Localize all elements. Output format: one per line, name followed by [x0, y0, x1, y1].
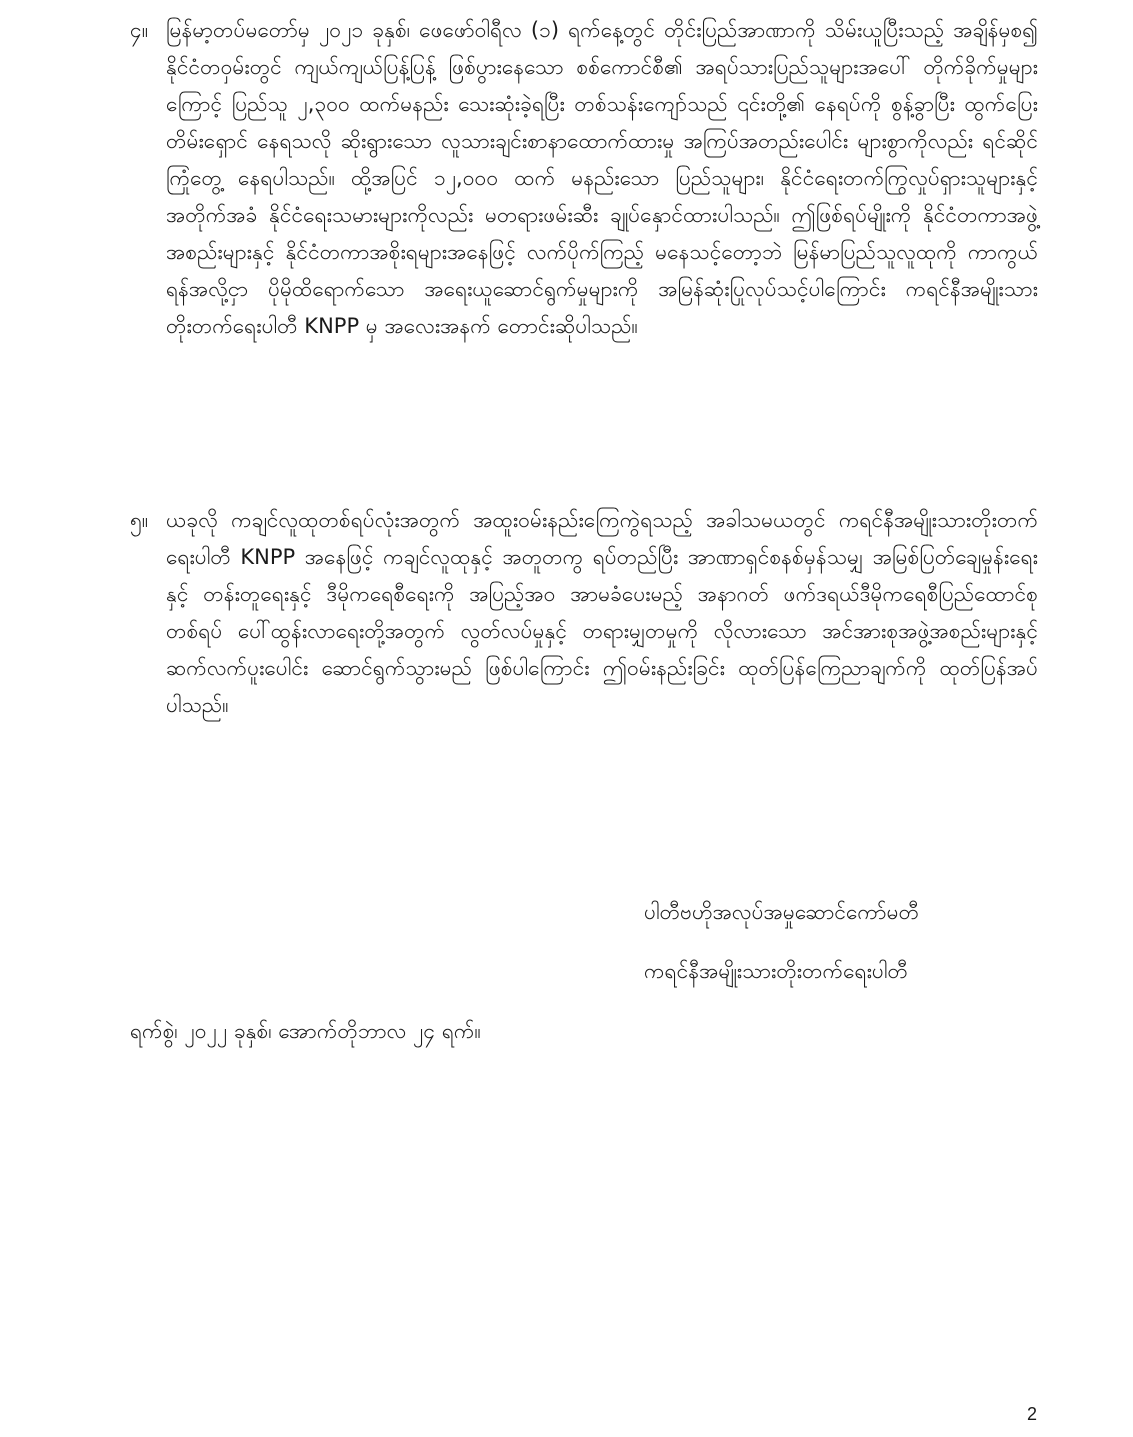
signature-committee: ပါတီဗဟိုအလုပ်အမှုဆောင်ကော်မတီ: [644, 900, 920, 924]
paragraph-text: ယခုလို ကချင်လူထုတစ်ရပ်လုံးအတွက် အထူးဝမ်းနည်းကြေကွဲရသည့် အခါသမယတွင် ကရင်နီအမျိုးသားတိုးတက်ရေးပါတီ KNPP အနေဖြင့် ကချင်လူထုနှင့် အတူတကွ ရပ်တည်ပြီး အာဏာရှင်စနစ်မှန်သမျှ အမြစ်ပြတ်ချေမှုန်းရေးနှင့် တန်းတူရေးနှင့် ဒီမိုကရေစီရေးကို အပြည့်အဝ အာမခံပေးမည့် အနာဂတ် ဖက်ဒရယ်ဒီမိုကရေစီပြည်ထောင်စုတစ်ရပ် ပေါ်ထွန်းလာရေးတို့အတွက် လွတ်လပ်မှုနှင့် တရားမျှတမှုကို လိုလားသော အင်အားစုအဖွဲ့အစည်းများနှင့် ဆက်လက်ပူးပေါင်း ဆောင်ရွက်သွားမည် ဖြစ်ပါကြောင်း ဤဝမ်းနည်းခြင်း ထုတ်ပြန်ကြေညာချက်ကို ထုတ်ပြန်အပ်ပါသည်။: [166, 508, 1038, 717]
document-date: ရက်စွဲ၊ ၂၀၂၂ ခုနှစ်၊ အောက်တိုဘာလ ၂၄ ရက်။: [130, 1019, 481, 1043]
signature-party: ကရင်နီအမျိုးသားတိုးတက်ရေးပါတီ: [644, 959, 908, 983]
paragraph-5: [130, 502, 1038, 724]
paragraph-number: ၄။: [130, 18, 149, 42]
paragraph-number: ၅။: [130, 508, 149, 532]
page-number: 2: [1026, 1404, 1037, 1424]
paragraph-4: [130, 12, 1038, 345]
paragraph-text: မြန်မာ့တပ်မတော်မှ ၂၀၂၁ ခုနှစ်၊ ဖေဖော်ဝါရီလ (၁) ရက်နေ့တွင် တိုင်းပြည်အာဏာကို သိမ်းယူပြီးသည့် အချိန်မှစ၍ နိုင်ငံတဝှမ်းတွင် ကျယ်ကျယ်ပြန့်ပြန့် ဖြစ်ပွားနေသော စစ်ကောင်စီ၏ အရပ်သားပြည်သူများအပေါ် တိုက်ခိုက်မှုများကြောင့် ပြည်သူ ၂,၃၀၀ ထက်မနည်း သေးဆုံးခဲ့ရပြီး တစ်သန်းကျော်သည် ၎င်းတို့၏ နေရပ်ကို စွန့်ခွာပြီး ထွက်ပြေးတိမ်းရှောင် နေရသလို ဆိုးရွားသော လူသားချင်းစာနာထောက်ထားမှု အကြပ်အတည်းပေါင်း များစွာကိုလည်း ရင်ဆိုင်ကြုံတွေ့ နေရပါသည်။ ထို့အပြင် ၁၂,၀၀၀ ထက် မနည်းသော ပြည်သူများ၊ နိုင်ငံရေးတက်ကြွလှုပ်ရှားသူများနှင့် အတိုက်အခံ နိုင်ငံရေးသမားများကိုလည်း မတရားဖမ်းဆီး ချုပ်နှောင်ထားပါသည်။ ဤဖြစ်ရပ်မျိုးကို နိုင်ငံတကာအဖွဲ့အစည်းများနှင့် နိုင်ငံတကာအစိုးရများအနေဖြင့် လက်ပိုက်ကြည့် မနေသင့်တော့ဘဲ မြန်မာပြည်သူလူထုကို ကာကွယ်ရန်အလို့ငှာ ပိုမိုထိရောက်သော အရေးယူဆောင်ရွက်မှုများကို အမြန်ဆုံးပြုလုပ်သင့်ပါကြောင်း ကရင်နီအမျိုးသားတိုးတက်ရေးပါတီ KNPP မှ အလေးအနက် တောင်းဆိုပါသည်။: [166, 18, 1038, 338]
